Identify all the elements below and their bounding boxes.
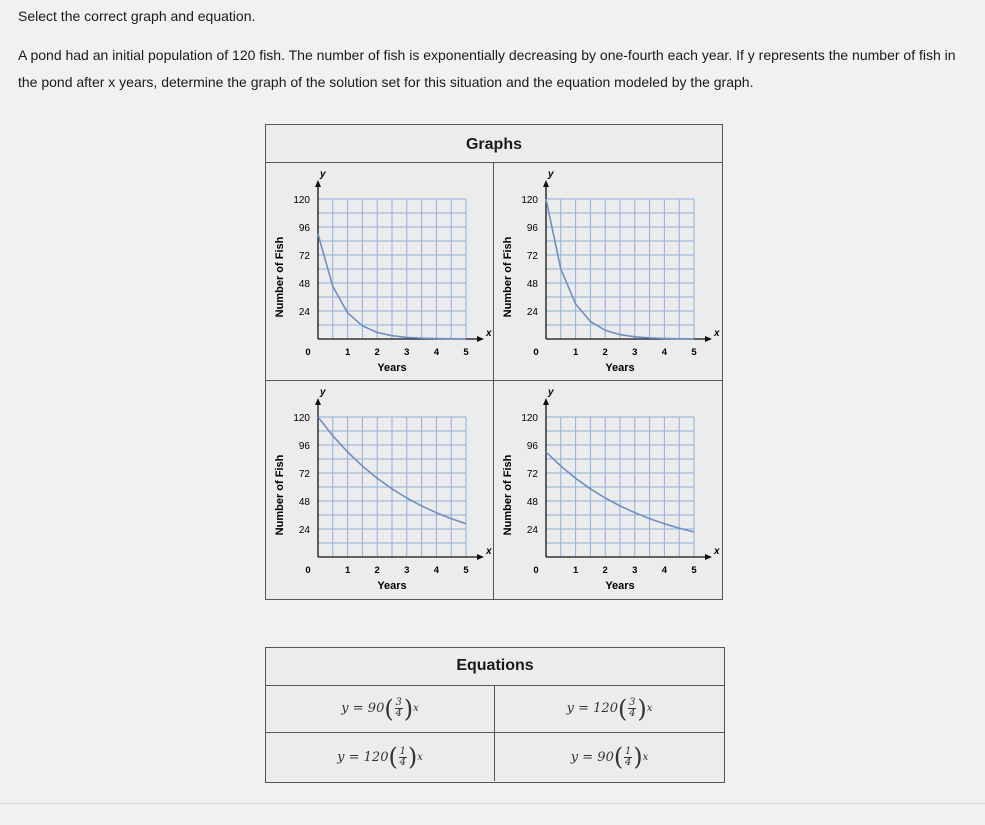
eq-y: y [341,701,349,716]
eq-numerator: 3 [395,697,402,708]
x-tick-label: 0 [533,565,539,576]
graph-chart-2 [494,163,722,381]
eq-denominator: 4 [395,708,402,719]
y-axis-arrow [315,180,321,187]
eq-denominator: 4 [399,756,407,768]
equation-option-3[interactable]: y = 120 ( $\frac{1}{4}$ ) x [266,733,495,781]
equation-option-2[interactable]: y = 120 ( $\frac{3}{4}$ ) x [495,685,724,733]
y-tick-label: 24 [526,525,538,536]
x-tick-label: 4 [661,565,668,576]
x-var-label: x [714,328,720,339]
eq-exponent: x [413,703,419,714]
eq-fraction [395,698,403,719]
x-tick-label: 2 [602,565,608,576]
x-tick-label: 2 [602,347,608,358]
y-tick-label: 72 [298,251,310,262]
x-tick-label: 5 [463,565,469,576]
y-axis-arrow [543,398,549,405]
y-tick-label: 96 [298,441,310,452]
graph-option-2[interactable] [494,163,722,381]
y-tick-label: 96 [298,223,310,234]
graphs-table [265,124,723,600]
y-axis-title: Number of Fish [274,454,286,536]
eq-denominator: 4 [629,708,636,719]
eq-equals: = [352,701,364,716]
x-tick-label: 3 [404,565,410,576]
y-var-label: y [548,387,554,398]
graph-option-4[interactable] [494,381,722,599]
eq-equals: = [578,701,590,716]
x-tick-label: 0 [533,347,539,358]
x-tick-label: 1 [344,565,351,576]
y-var-label: y [320,169,326,180]
y-axis-arrow [315,398,321,405]
y-axis-arrow [543,180,549,187]
y-tick-label: 72 [526,251,538,262]
x-axis-title: Years [605,580,635,592]
y-tick-label: 120 [521,413,538,424]
y-tick-label: 24 [526,307,538,318]
y-tick-label: 96 [526,223,538,234]
x-tick-label: 1 [344,347,351,358]
y-tick-label: 24 [298,525,310,536]
y-tick-label: 120 [293,413,310,424]
graph-option-1[interactable] [266,163,494,381]
x-tick-label: 5 [463,347,469,358]
question-text: A pond had an initial population of 120 fish. The number of fish is exponentially decreasing by one-fourth each year. If y represents the number of fish in the pond after x years, determine the graph of the solution set for this situation and the equation modeled by the graph. [18,47,956,90]
eq-y: y [570,749,579,765]
eq-exponent: x [646,703,653,714]
x-axis-arrow [705,554,712,560]
eq-exponent: x [642,751,649,763]
instruction-text: Select the correct graph and equation. [18,8,256,24]
equation-option-1[interactable]: y = 90 ( $\frac{3}{4}$ ) x [266,685,495,733]
x-tick-label: 3 [632,565,638,576]
eq-numerator: 1 [399,745,407,757]
eq-equals: = [348,749,360,765]
x-axis-arrow [477,336,484,342]
eq-numerator: 3 [629,697,636,708]
eq-y: y [337,749,345,765]
x-axis-title: Years [377,580,407,592]
graph-option-3[interactable] [266,381,494,599]
divider [0,803,985,804]
graph-chart-3 [266,381,494,599]
x-axis-title: Years [605,362,635,374]
y-tick-label: 48 [526,497,538,508]
x-axis-arrow [705,336,712,342]
x-tick-label: 3 [404,347,410,358]
y-tick-label: 24 [298,307,310,318]
y-tick-label: 96 [526,441,538,452]
equations-title: Equations [266,648,724,686]
x-tick-label: 4 [433,565,440,576]
eq-denominator: 4 [625,756,632,768]
eq-equals: = [582,749,594,765]
x-tick-label: 5 [691,565,697,576]
x-var-label: x [486,328,492,339]
equation-option-4[interactable]: y = 90 ( $\frac{1}{4}$ ) x [570,743,649,771]
y-axis-title: Number of Fish [274,236,286,318]
x-tick-label: 5 [691,347,697,358]
eq-coefficient: 90 [367,701,385,716]
x-axis-title: Years [377,362,407,374]
y-var-label: y [548,169,554,180]
x-var-label: x [486,546,492,557]
graph-chart-1 [266,163,494,381]
x-tick-label: 4 [661,347,668,358]
y-tick-label: 48 [526,279,538,290]
y-axis-title: Number of Fish [502,236,514,318]
y-tick-label: 48 [298,497,310,508]
y-tick-label: 120 [293,195,310,206]
eq-coefficient: 120 [363,749,389,765]
x-tick-label: 1 [572,347,579,358]
grid [318,417,466,557]
x-tick-label: 3 [632,347,638,358]
y-var-label: y [320,387,326,398]
eq-fraction [399,747,407,768]
eq-numerator: 1 [625,745,632,757]
y-tick-label: 72 [298,469,310,480]
grid [546,199,694,339]
grid [546,417,694,557]
x-tick-label: 0 [305,347,311,358]
y-axis-title: Number of Fish [502,454,514,536]
eq-coefficient: 120 [593,701,618,716]
x-axis-arrow [477,554,484,560]
eq-coefficient: 90 [597,749,614,765]
x-tick-label: 2 [374,347,380,358]
eq-exponent: x [417,751,423,763]
x-tick-label: 2 [374,565,380,576]
x-tick-label: 0 [305,565,311,576]
graph-chart-4 [494,381,722,599]
graphs-title: Graphs [266,125,722,163]
eq-fraction [624,747,632,768]
x-tick-label: 4 [433,347,440,358]
y-tick-label: 48 [298,279,310,290]
y-tick-label: 120 [521,195,538,206]
grid [318,199,466,339]
equations-table [265,647,725,783]
x-tick-label: 1 [572,565,579,576]
y-tick-label: 72 [526,469,538,480]
x-var-label: x [714,546,720,557]
eq-y: y [566,701,574,716]
eq-fraction [628,698,636,719]
